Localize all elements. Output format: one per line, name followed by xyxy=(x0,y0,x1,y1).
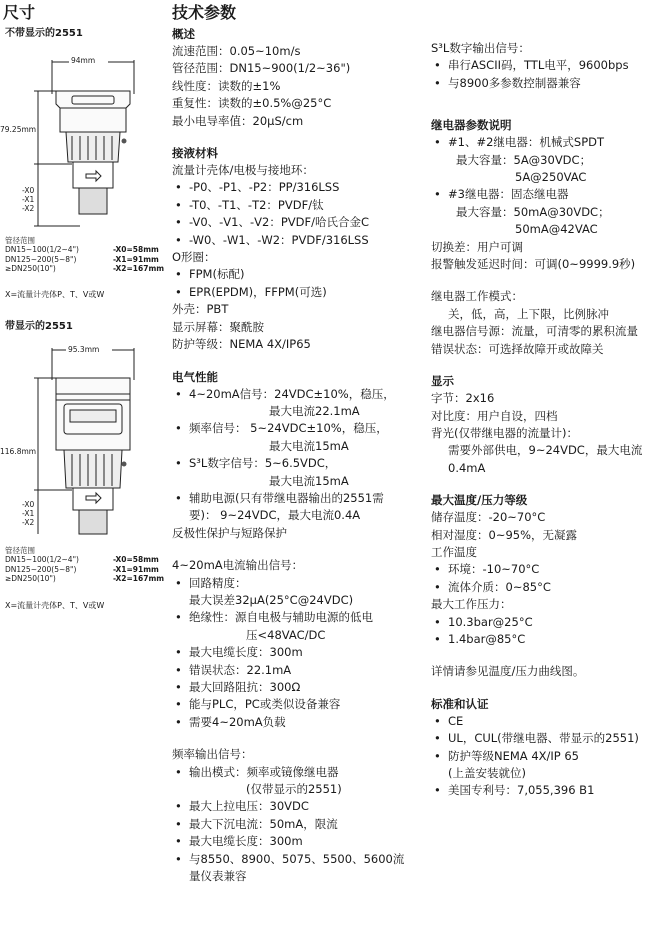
list-item: • #3继电器：固态继电器 xyxy=(431,186,663,203)
temp-line: 相对湿度：0~95%，无凝露 xyxy=(431,527,578,542)
list-item: • EPR(EPDM)，FFPM(可选) xyxy=(172,284,427,301)
standards-list xyxy=(431,713,663,800)
relay-heading: 继电器参数说明 xyxy=(431,118,512,133)
materials-intro: 流量计壳体/电极与接地环： xyxy=(172,163,314,178)
fig2-x2: -X2 xyxy=(22,518,35,527)
range-row: DN15~100(1/2~4") -X0=58mm xyxy=(5,555,159,564)
relay-mode-heading: 继电器工作模式： xyxy=(431,289,523,304)
specs-title: 技术参数 xyxy=(172,3,237,22)
relay-modes: 关，低，高，上下限，比例脉冲 xyxy=(448,306,609,321)
pressure-label: 最大工作压力： xyxy=(431,597,512,612)
list-item-cont: 量仪表兼容 xyxy=(189,869,247,884)
list-item: • 辅助电源(只有带继电器输出的2551需 xyxy=(172,490,427,507)
fig1-width-label: 94mm xyxy=(71,56,96,65)
fig2-range-table xyxy=(5,555,165,584)
list-item: • -V0、-V1、-V2：PVDF/哈氏合金C xyxy=(172,214,427,231)
materials-line: 防护等级：NEMA 4X/IP65 xyxy=(172,337,311,352)
oring-label: O形圈： xyxy=(172,250,216,265)
list-item-cont: 最大容量：5A@30VDC； xyxy=(456,152,592,167)
fig2-height-label: 116.8mm xyxy=(0,447,37,456)
list-item: • 最大电缆长度：300m xyxy=(172,644,427,661)
display-line: 字节：2x16 xyxy=(431,391,495,406)
list-item-cont: 最大电流15mA xyxy=(269,438,349,453)
electrical-tail: 反极性保护与短路保护 xyxy=(172,525,287,540)
output420-heading: 4~20mA电流输出信号： xyxy=(172,558,304,573)
list-item: • 需要4~20mA负载 xyxy=(172,714,427,731)
oring-list xyxy=(172,266,427,301)
list-item-cont: 要)： 9~24VDC，最大电流0.4A xyxy=(189,508,361,523)
list-item-cont: 压<48VAC/DC xyxy=(246,627,326,642)
temp-heading: 最大温度/压力等级 xyxy=(431,493,528,508)
list-item: • 频率信号： 5~24VDC±10%，稳压， xyxy=(172,420,427,437)
relay-error: 错误状态：可选择故障开或故障关 xyxy=(431,341,604,356)
electrical-heading: 电气性能 xyxy=(172,369,218,384)
list-item: • 绝缘性：源自电极与辅助电源的低电 xyxy=(172,609,427,626)
overview-line: 最小电导率值：20μS/cm xyxy=(172,113,304,128)
list-item-cont: 最大容量：50mA@30VDC； xyxy=(456,204,610,219)
list-item-cont: (仅带显示的2551) xyxy=(246,782,342,797)
fig1-note: X=流量计壳体P、T、V或W xyxy=(5,290,105,299)
list-item: • S³L数字信号：5~6.5VDC， xyxy=(172,455,427,472)
relay-switch: 切换差：用户可调 xyxy=(431,239,523,254)
range-row: DN15~100(1/2~4") -X0=58mm xyxy=(5,245,159,254)
fig1-range-table xyxy=(5,245,165,274)
fig1-x1: -X1 xyxy=(22,195,35,204)
list-item: • 与8900多参数控制器兼容 xyxy=(431,75,663,92)
fig1-x0: -X0 xyxy=(22,186,35,195)
list-item: • 与8550、8900、5075、5500、5600流 xyxy=(172,851,427,868)
relay-source: 继电器信号源：流量，可清零的累积流量 xyxy=(431,324,638,339)
overview-line: 管径范围：DN15~900(1/2~36") xyxy=(172,61,351,76)
list-item: • -P0、-P1、-P2：PP/316LSS xyxy=(172,179,427,196)
fig1-range-title: 管径范围 xyxy=(5,236,35,245)
display-heading: 显示 xyxy=(431,374,454,389)
pressure-list xyxy=(431,614,663,649)
range-row: DN125~200(5~8") -X1=91mm xyxy=(5,564,159,574)
fig2-width-label: 95.3mm xyxy=(68,345,100,354)
s3l-heading: S³L数字输出信号： xyxy=(431,41,530,55)
overview-line: 重复性：读数的±0.5%@25°C xyxy=(172,96,332,111)
fig2-range-title: 管径范围 xyxy=(5,546,35,555)
specs-column-middle xyxy=(172,2,427,885)
list-item: • CE xyxy=(431,713,663,730)
list-item: • 回路精度： xyxy=(172,575,427,592)
list-item: • -T0、-T1、-T2：PVDF/钛 xyxy=(172,197,427,214)
fig2-heading: 带显示的2551 xyxy=(5,321,73,332)
list-item-cont: 最大电流15mA xyxy=(269,473,349,488)
display-line: 背光(仅带继电器的流量计)： xyxy=(431,425,578,440)
freq-list xyxy=(172,764,427,886)
list-item: • 1.4bar@85°C xyxy=(431,631,663,648)
dimensions-title: 尺寸 xyxy=(3,3,36,22)
relay-list xyxy=(431,134,663,238)
list-item: • 防护等级NEMA 4X/IP 65 xyxy=(431,748,663,765)
relay-delay: 报警触发延迟时间：可调(0~9999.9秒) xyxy=(431,257,636,272)
list-item: • 10.3bar@25°C xyxy=(431,614,663,631)
list-item: • #1、#2继电器：机械式SPDT xyxy=(431,134,663,151)
list-item: • 最大上拉电压：30VDC xyxy=(172,798,427,815)
materials-list xyxy=(172,179,427,249)
fig2-x0: -X0 xyxy=(22,500,35,509)
electrical-list xyxy=(172,386,427,525)
list-item: • 4~20mA信号：24VDC±10%，稳压， xyxy=(172,386,427,403)
s3l-list xyxy=(431,57,663,92)
curve-note: 详情请参见温度/压力曲线图。 xyxy=(431,664,585,679)
fig2-x1: -X1 xyxy=(22,509,35,518)
list-item: • 美国专利号：7,055,396 B1 xyxy=(431,782,663,799)
temp-line: 储存温度：-20~70°C xyxy=(431,510,546,525)
list-item: • 环境：-10~70°C xyxy=(431,561,663,578)
list-item: • 最大回路阻抗：300Ω xyxy=(172,679,427,696)
list-item: • 流体介质：0~85°C xyxy=(431,579,663,596)
output420-list xyxy=(172,575,427,732)
list-item-cont: 最大误差32μA(25°C@24VDC) xyxy=(189,592,354,607)
display-backlight: 需要外部供电，9~24VDC，最大电流 xyxy=(448,443,643,458)
list-item: • 能与PLC，PC或类似设备兼容 xyxy=(172,696,427,713)
list-item: • -W0、-W1、-W2：PVDF/316LSS xyxy=(172,232,427,249)
list-item: • 错误状态：22.1mA xyxy=(172,662,427,679)
list-item-cont: 最大电流22.1mA xyxy=(269,403,360,418)
display-backlight-cont: 0.4mA xyxy=(448,460,486,475)
list-item-cont: 50mA@42VAC xyxy=(515,222,598,237)
list-item: • 最大下沉电流：50mA，限流 xyxy=(172,816,427,833)
range-row: ≥DN250(10") -X2=167mm xyxy=(5,264,165,273)
list-item: • 最大电缆长度：300m xyxy=(172,833,427,850)
list-item: • UL，CUL(带继电器、带显示的2551) xyxy=(431,730,663,747)
list-item-cont: (上盖安装就位) xyxy=(448,766,526,780)
op-temp-list xyxy=(431,561,663,596)
freq-heading: 频率输出信号： xyxy=(172,747,253,762)
materials-line: 外壳：PBT xyxy=(172,302,229,317)
fig1-x2: -X2 xyxy=(22,204,35,213)
list-item: • 串行ASCII码，TTL电平，9600bps xyxy=(431,57,663,74)
overview-line: 流速范围：0.05~10m/s xyxy=(172,44,301,58)
list-item: • FPM(标配) xyxy=(172,266,427,283)
overview-heading: 概述 xyxy=(172,27,195,41)
specs-column-right xyxy=(431,40,663,800)
display-line: 对比度：用户自设，四档 xyxy=(431,408,558,423)
range-row: DN125~200(5~8") -X1=91mm xyxy=(5,254,159,264)
materials-heading: 接液材料 xyxy=(172,146,218,161)
fig1-height-label: 79.25mm xyxy=(0,125,37,134)
materials-line: 显示屏幕：聚酰胺 xyxy=(172,319,264,334)
temp-line: 工作温度 xyxy=(431,544,477,559)
range-row: ≥DN250(10") -X2=167mm xyxy=(5,574,165,583)
fig1-heading: 不带显示的2551 xyxy=(5,28,83,39)
overview-line: 线性度：读数的±1% xyxy=(172,78,281,93)
list-item: • 输出模式：频率或镜像继电器 xyxy=(172,764,427,781)
standards-heading: 标准和认证 xyxy=(431,696,489,711)
fig2-note: X=流量计壳体P、T、V或W xyxy=(5,601,105,610)
list-item-cont: 5A@250VAC xyxy=(515,170,587,185)
